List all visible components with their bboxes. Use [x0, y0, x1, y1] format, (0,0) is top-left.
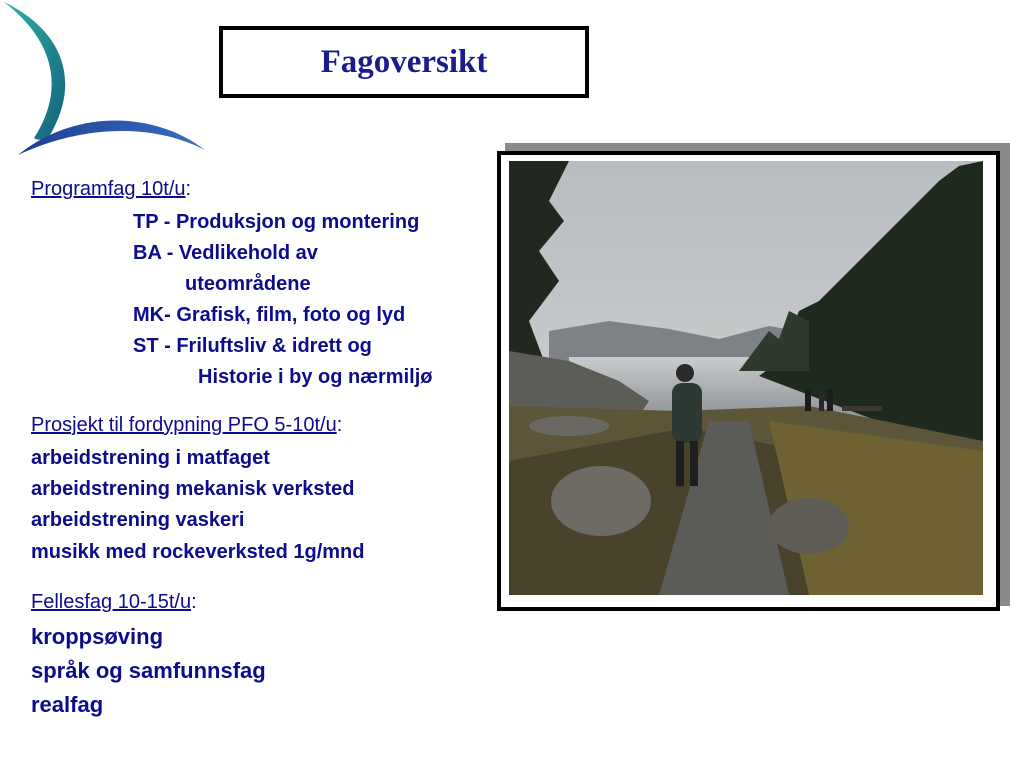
programfag-item: TP - Produksjon og montering — [133, 211, 420, 233]
prosjekt-item: musikk med rockeverksted 1g/mnd — [31, 541, 365, 563]
programfag-item: Historie i by og nærmiljø — [198, 366, 433, 388]
fellesfag-heading-label: Fellesfag 10-15t/u — [31, 591, 192, 613]
logo — [0, 0, 215, 165]
programfag-item: uteområdene — [185, 273, 311, 295]
page-title: Fagoversikt — [320, 43, 488, 80]
fellesfag-heading-colon: : — [191, 591, 197, 613]
programfag-item: BA - Vedlikehold av — [133, 242, 318, 264]
prosjekt-item: arbeidstrening i matfaget — [31, 447, 270, 469]
programfag-item: MK- Grafisk, film, foto og lyd — [133, 304, 406, 326]
fellesfag-item: kroppsøving — [31, 624, 164, 649]
programfag-heading — [31, 178, 191, 201]
landscape-photo — [509, 161, 983, 595]
programfag-heading-colon: : — [185, 178, 192, 200]
prosjekt-heading-label: Prosjekt til fordypning PFO 5-10t/u — [31, 414, 337, 436]
prosjekt-heading — [31, 414, 342, 437]
prosjekt-item: arbeidstrening mekanisk verksted — [31, 478, 355, 500]
title-box — [219, 26, 589, 98]
programfag-heading-label: Programfag 10t/u — [31, 178, 186, 200]
fellesfag-heading — [31, 591, 197, 614]
fellesfag-item: realfag — [31, 692, 104, 717]
prosjekt-heading-colon: : — [336, 414, 343, 436]
prosjekt-item: arbeidstrening vaskeri — [31, 509, 245, 531]
photo-frame — [497, 151, 1000, 611]
programfag-item: ST - Friluftsliv & idrett og — [133, 335, 372, 357]
fellesfag-item: språk og samfunnsfag — [31, 658, 266, 683]
